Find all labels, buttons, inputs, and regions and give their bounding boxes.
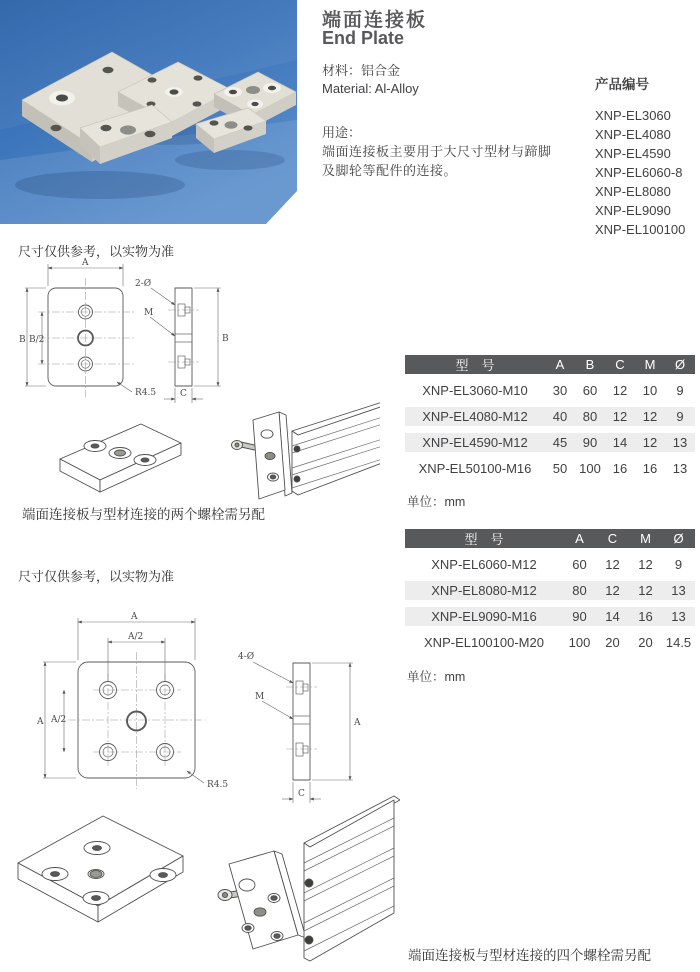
table-row	[405, 381, 695, 400]
column-header: 型 号	[405, 355, 545, 374]
product-photo	[0, 0, 298, 226]
unit-note-1: 单位：mm	[407, 495, 466, 509]
product-code: XNP-EL3060	[595, 108, 671, 123]
dim-label-holes-1: 2-Ø	[135, 279, 152, 289]
usage-line-2: 及脚轮等配件的连接。	[322, 163, 458, 178]
column-header: 型 号	[405, 529, 563, 548]
value-cell: 13	[665, 433, 695, 452]
model-cell: XNP-EL3060-M10	[422, 383, 528, 398]
dim-label-c-2: C	[298, 789, 305, 799]
value-cell: 16	[642, 461, 658, 476]
value-cell: 10	[642, 383, 658, 398]
value-cell: 90	[563, 607, 596, 626]
value-cell: 14.5	[665, 635, 692, 650]
value-cell: 60	[582, 383, 598, 398]
dimension-drawing-rect-plate	[18, 256, 233, 406]
value-cell: 12	[635, 407, 665, 426]
table-header-row	[405, 355, 695, 374]
table-row	[405, 607, 695, 626]
table-row	[405, 581, 695, 600]
product-codes-title: 产品编号	[595, 77, 649, 92]
page-title-zh: 端面连接板	[322, 10, 428, 31]
model-cell: XNP-EL50100-M16	[418, 461, 532, 476]
value-cell: 90	[575, 433, 605, 452]
value-cell: 12	[605, 557, 620, 572]
model-cell: XNP-EL4590-M12	[405, 433, 545, 452]
unit-note-2: 单位：mm	[407, 670, 466, 684]
column-header: M	[629, 529, 662, 548]
product-code: XNP-EL100100	[595, 222, 686, 237]
value-cell: 45	[545, 433, 575, 452]
dims-reference-note-2: 尺寸仅供参考，以实物为准	[18, 569, 175, 584]
dimension-drawing-square-plate	[35, 608, 365, 813]
value-cell: 80	[563, 581, 596, 600]
value-cell: 13	[662, 607, 695, 626]
dim-label-a-left: A	[37, 717, 44, 727]
usage-label: 用途：	[322, 125, 362, 140]
column-header: A	[563, 529, 596, 548]
value-cell: 100	[568, 635, 591, 650]
iso-end-plate-2	[229, 851, 306, 949]
dim-label-c-1: C	[180, 389, 187, 399]
dim-label-a1: A	[82, 258, 89, 268]
table-row	[405, 433, 695, 452]
iso-profile-1	[292, 398, 380, 495]
value-cell: 12	[605, 407, 635, 426]
dim-label-b-right: B	[222, 334, 229, 344]
value-cell: 16	[629, 607, 662, 626]
product-code: XNP-EL4590	[595, 146, 671, 161]
dims-reference-note-1: 尺寸仅供参考，以实物为准	[18, 244, 175, 259]
value-cell: 13	[662, 581, 695, 600]
value-cell: 16	[612, 461, 628, 476]
table-row	[405, 555, 695, 574]
table-row	[405, 633, 695, 652]
value-cell: 60	[572, 557, 587, 572]
table-row	[405, 459, 695, 478]
product-code: XNP-EL9090	[595, 203, 671, 218]
model-cell: XNP-EL9090-M16	[405, 607, 563, 626]
model-cell: XNP-EL6060-M12	[431, 557, 537, 572]
value-cell: 13	[672, 461, 688, 476]
isometric-view-square-plate	[8, 788, 400, 968]
value-cell: 50	[552, 461, 568, 476]
value-cell: 14	[596, 607, 629, 626]
product-codes-list	[595, 106, 685, 239]
value-cell: 12	[638, 557, 653, 572]
product-code: XNP-EL4080	[595, 127, 671, 142]
four-bolts-caption: 端面连接板与型材连接的四个螺栓需另配	[408, 948, 651, 963]
dim-label-a2-top: A/2	[128, 632, 144, 642]
dim-label-b2-left: B/2	[29, 335, 45, 345]
value-cell: 20	[638, 635, 653, 650]
material-en: Material: Al-Alloy	[322, 81, 419, 96]
dim-label-a-top: A	[131, 612, 138, 622]
column-header: C	[605, 355, 635, 374]
page-title-en: End Plate	[322, 28, 405, 48]
model-cell: XNP-EL100100-M20	[424, 635, 544, 650]
spec-table-2	[405, 522, 695, 659]
dim-label-b-left: B	[19, 335, 26, 345]
iso-profile-2	[304, 796, 400, 961]
column-header: Ø	[662, 529, 695, 548]
dim-label-radius-1: R4.5	[135, 388, 157, 398]
two-bolts-caption: 端面连接板与型材连接的两个螺栓需另配	[22, 507, 265, 522]
column-header: A	[545, 355, 575, 374]
value-cell: 30	[552, 383, 568, 398]
model-cell: XNP-EL8080-M12	[405, 581, 563, 600]
iso-square-plate	[18, 816, 183, 922]
table-header-row	[405, 529, 695, 548]
dim-label-holes-2: 4-Ø	[238, 652, 255, 662]
value-cell: 80	[575, 407, 605, 426]
dim-label-thread-2: M	[255, 692, 265, 702]
value-cell: 9	[665, 407, 695, 426]
value-cell: 12	[612, 383, 628, 398]
model-cell: XNP-EL4080-M12	[405, 407, 545, 426]
value-cell: 12	[596, 581, 629, 600]
usage-line-1: 端面连接板主要用于大尺寸型材与蹄脚	[322, 144, 552, 159]
column-header: C	[596, 529, 629, 548]
product-code: XNP-EL6060-8	[595, 165, 683, 180]
material-zh: 材料：铝合金	[322, 63, 401, 78]
value-cell: 12	[635, 433, 665, 452]
iso-rect-plate	[60, 424, 181, 492]
dim-label-a2-left: A/2	[51, 715, 67, 725]
value-cell: 40	[545, 407, 575, 426]
table-row	[405, 407, 695, 426]
value-cell: 20	[605, 635, 620, 650]
dim-label-a-right: A	[354, 718, 361, 728]
column-header: Ø	[665, 355, 695, 374]
value-cell: 9	[674, 557, 683, 572]
column-header: M	[635, 355, 665, 374]
isometric-view-rect-plate	[45, 396, 380, 508]
value-cell: 14	[605, 433, 635, 452]
spec-table-1	[405, 348, 695, 485]
column-header: B	[575, 355, 605, 374]
dim-label-thread-1: M	[144, 308, 154, 318]
product-code: XNP-EL8080	[595, 184, 671, 199]
value-cell: 12	[629, 581, 662, 600]
value-cell: 9	[676, 383, 684, 398]
value-cell: 100	[579, 461, 601, 476]
dim-label-radius-2: R4.5	[207, 780, 229, 790]
iso-end-plate-1	[253, 412, 292, 499]
